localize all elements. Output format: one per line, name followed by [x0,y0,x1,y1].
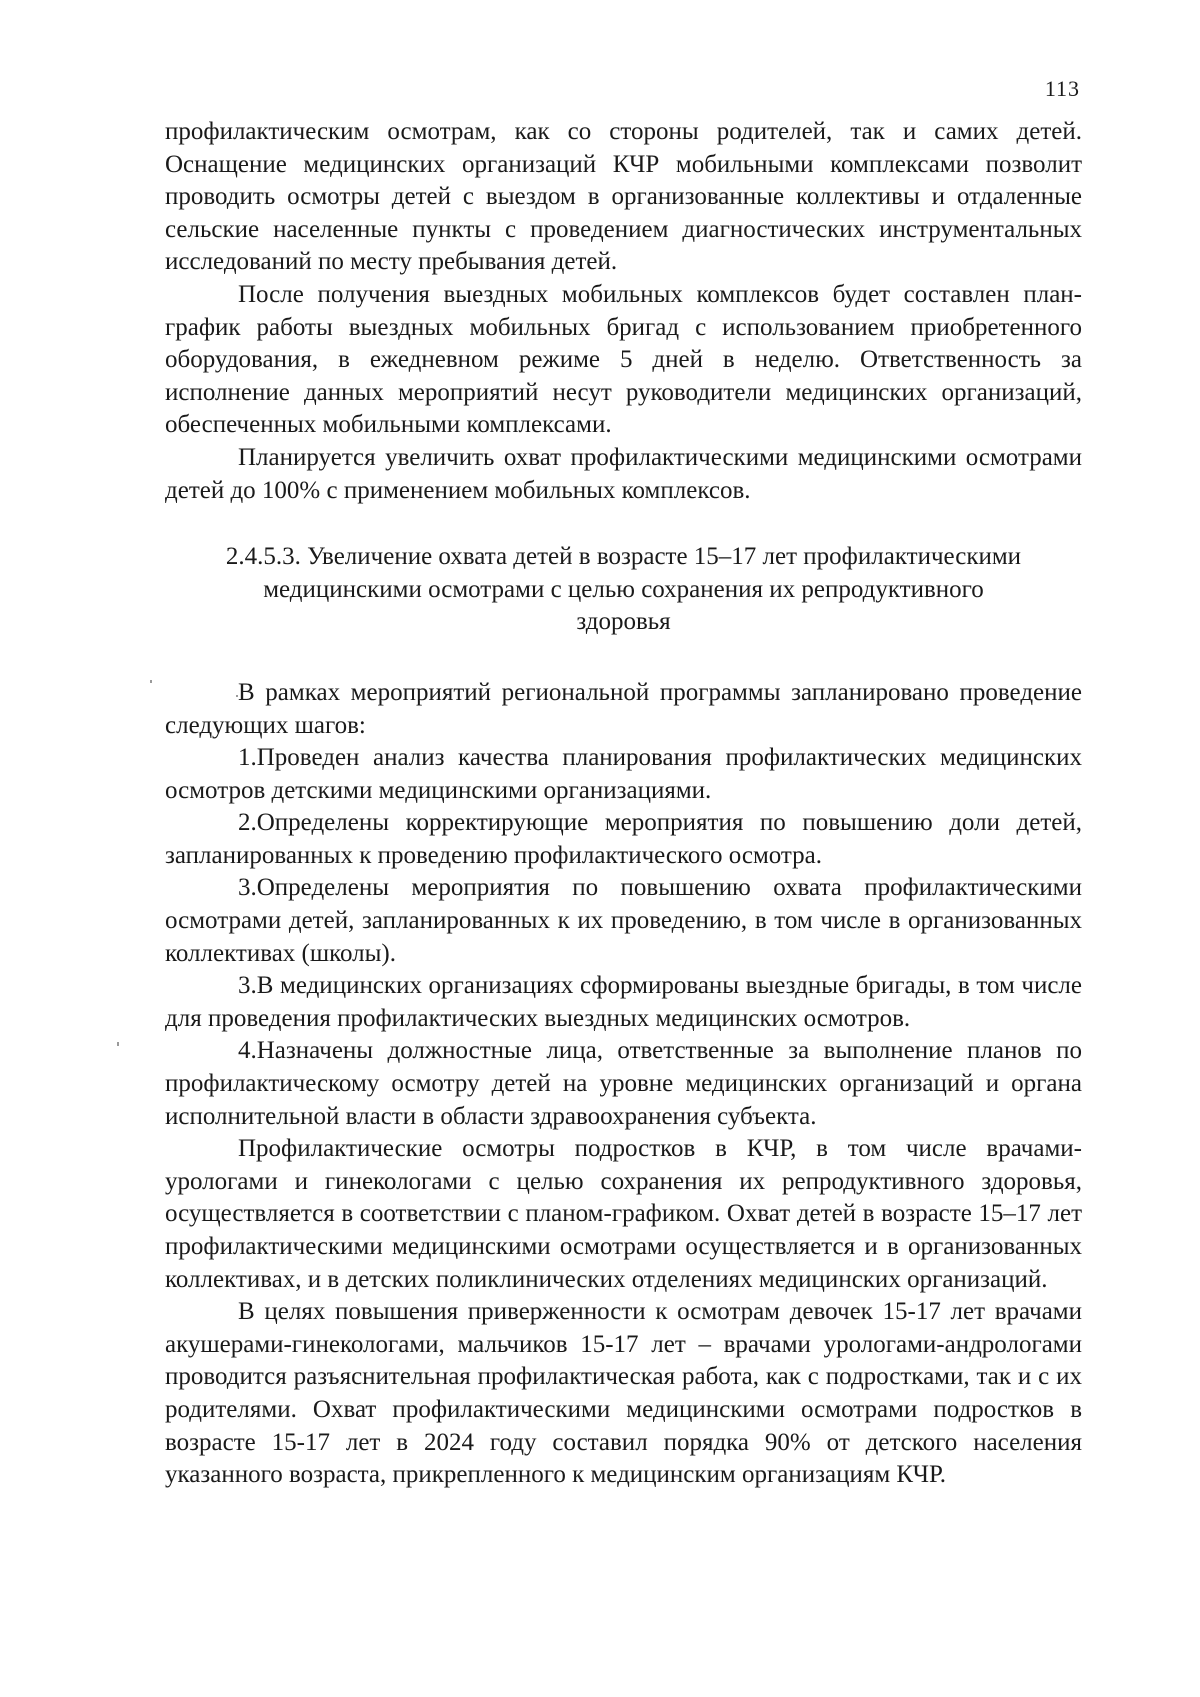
section-heading-line-1: 2.4.5.3. Увеличение охвата детей в возрасте 15–17 лет профилактическими [225,543,1022,571]
section-heading-line-3: здоровья [576,608,671,636]
paragraph-coverage-plan: Планируется увеличить охват профилактическими медицинскими осмотрами детей до 100% с применением мобильных комплексов. [165,443,1082,504]
scan-artifact-dot [117,1042,119,1046]
scan-artifact-dot [236,695,238,697]
document-body [165,116,1082,1492]
paragraph-continuation: профилактическим осмотрам, как со стороны родителей, так и самих детей. Оснащение медицинских организаций КЧР мобильными комплексами позволит проводить осмотры детей с выездом в организованные коллективы и отдаленные сельские населенные пункты с проведением диагностических инструментальных исследований по месту пребывания детей. [165,118,1082,276]
section-heading [165,541,1082,639]
section-heading-line-2: медицинскими осмотрами с целью сохранения их репродуктивного [263,575,984,603]
list-item-step-2: 2.Определены корректирующие мероприятия по повышению доли детей, запланированных к проведению профилактического осмотра. [165,809,1082,869]
page-number: 113 [1044,76,1080,101]
scan-artifact-dot [150,680,152,683]
list-item-step-4: 4.Назначены должностные лица, ответственные за выполнение планов по профилактическому осмотру детей на уровне медицинских организаций и органа исполнительной власти в области здравоохранения субъекта. [165,1037,1082,1130]
paragraph-adolescent-exams: Профилактические осмотры подростков в КЧР, в том числе врачами-урологами и гинекологами с целью сохранения их репродуктивного здоровья, осуществляется в соответствии с планом-графиком. Охват детей в возрасте 15–17 лет профилактическими медицинскими осмотрами осуществляется и в организованных коллективах, и в детских поликлинических отделениях медицинских организаций. [165,1135,1082,1293]
list-item-step-3b: 3.В медицинских организациях сформированы выездные бригады, в том числе для проведения профилактических выездных медицинских осмотров. [165,972,1082,1032]
list-item-step-3a: 3.Определены мероприятия по повышению охвата профилактическими осмотрами детей, запланированных к их проведению, в том числе в организованных коллективах (школы). [165,874,1082,967]
paragraph-adherence: В целях повышения приверженности к осмотрам девочек 15-17 лет врачами акушерами-гинекологами, мальчиков 15-17 лет – врачами урологами-андрологами проводится разъяснительная профилактическая работа, как с подростками, так и с их родителями. Охват профилактическими медицинскими осмотрами подростков в возрасте 15-17 лет в 2024 году составил порядка 90% от детского населения указанного возраста, прикрепленного к медицинским организациям КЧР. [165,1298,1082,1489]
paragraph-program-steps-intro: В рамках мероприятий региональной программы запланировано проведение следующих шагов: [165,678,1082,739]
paragraph-mobile-brigades: После получения выездных мобильных комплексов будет составлен план-график работы выездных мобильных бригад с использованием приобретенного оборудования, в ежедневном режиме 5 дней в неделю. Ответственность за исполнение данных мероприятий несут руководители медицинских организаций, обеспеченных мобильными комплексами. [165,280,1082,439]
list-item-step-1: 1.Проведен анализ качества планирования профилактических медицинских осмотров детскими медицинскими организациями. [165,744,1082,804]
